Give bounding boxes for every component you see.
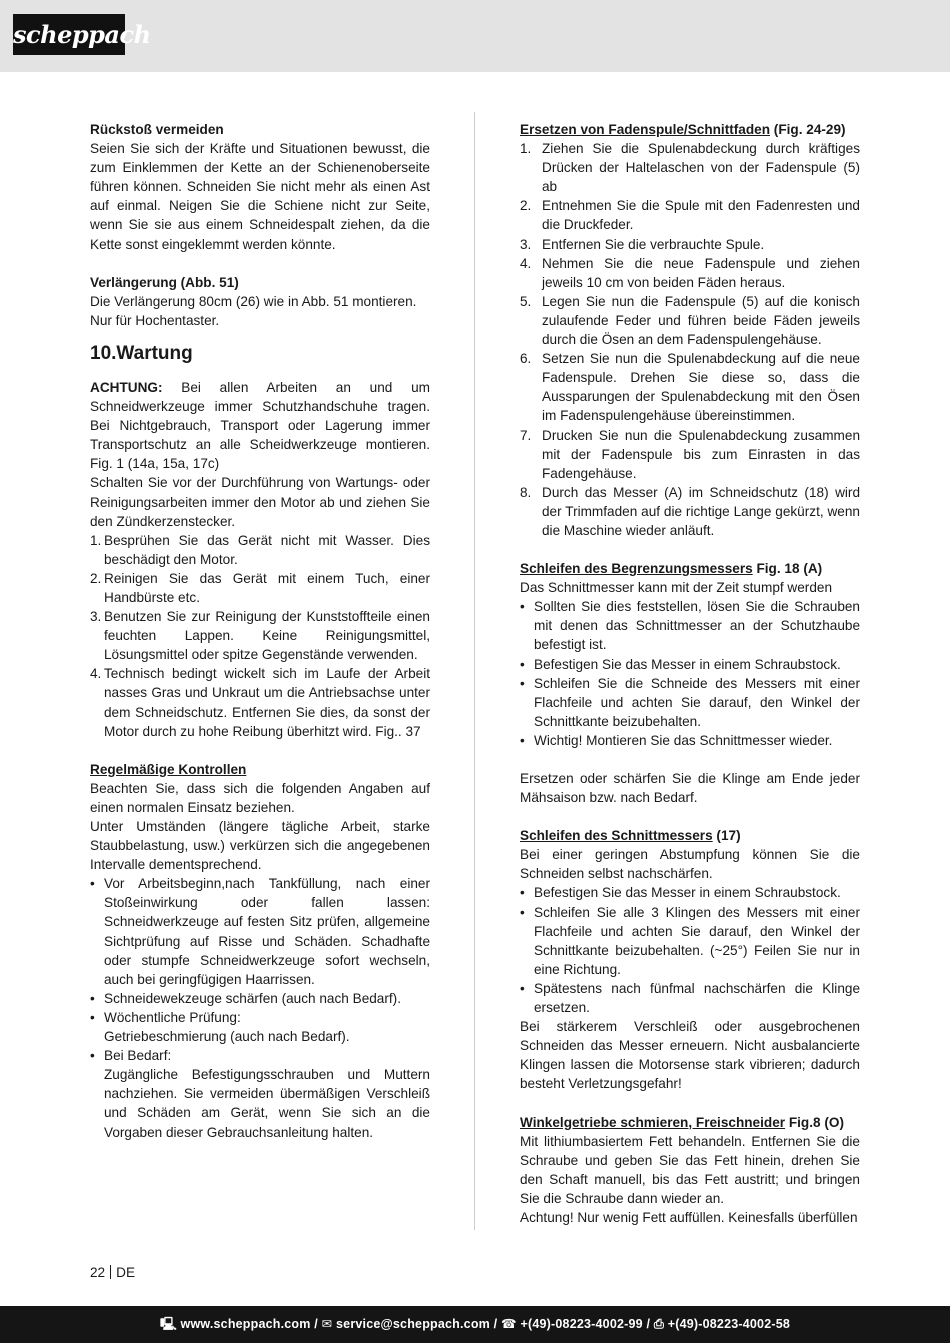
- cleaning-steps-list: [90, 531, 430, 741]
- gear-text: Mit lithiumbasiertem Fett behandeln. Entfernen Sie die Schraube und geben Sie das Fett hinein, drehen Sie den Schaft manuell, bis das Fett austritt; und bringen Sie die Schraube dann wieder an.: [520, 1133, 860, 1206]
- extension-text: Die Verlängerung 80cm (26) wie in Abb. 51 montieren. Nur für Hochentaster.: [90, 293, 417, 328]
- section-title: 10.Wartung: [90, 342, 193, 364]
- list-item: • Vor Arbeitsbeginn,nach Tankfüllung, nach einer Stoßeinwirkung oder fallen lassen: Schneidwerkzeuge auf festen Sitz prüfen, allgemeine Sichtprüfung auf Risse und Schäden. Schadhafte oder stumpfe Schneidwerkzeuge sofort wechseln, auch bei geringfügigen Haarrissen.: [90, 876, 430, 987]
- scheppach-logo: scheppach: [13, 14, 125, 55]
- list-item: 1. Ziehen Sie die Spulenabdeckung durch kräftiges Drücken der Haltelaschen von der Fadenspule (5) ab: [520, 141, 860, 195]
- list-item: • Bei Bedarf: Zugängliche Befestigungsschrauben und Muttern nachziehen. Sie vermeiden übermäßigen Verschleiß und Schäden am Gerät, wenn Sie sich an die Vorgaben dieser Gebrauchsanleitung halten.: [90, 1048, 430, 1140]
- page-footer: 🖳 www.scheppach.com / ✉ service@scheppach.com / ☎ +(49)-08223-4002-99 / ⎙ +(49)-08223-4002-58: [0, 1306, 950, 1343]
- attention-text: Bei allen Arbeiten an und um Schneidwerkzeuge immer Schutzhandschuhe tragen. Bei Nichtgebrauch, Transport oder Lagerung immer Transportschutz an alle Scheidwerkzeuge montieren. Fig. 1 (14a, 15a, 17c): [90, 379, 430, 472]
- limit-knife-list: [520, 597, 860, 750]
- left-column: [90, 120, 430, 1142]
- limit-knife-outro: Ersetzen oder schärfen Sie die Klinge am Ende jeder Mähsaison bzw. nach Bedarf.: [520, 771, 860, 806]
- footer-website[interactable]: www.scheppach.com: [180, 1317, 311, 1331]
- kickback-text: Seien Sie sich der Kräfte und Situationen bewusst, die zum Einklemmen der Kette an der Schienenoberseite führen können. Schneiden Sie nicht mehr als einen Ast auf einmal. Neigen Sie die Schiene nicht zur Seite, wenn Sie sie aus einem Schneidespalt ziehen, da die Kette sonst eingeklemmt werden könnte.: [90, 141, 430, 252]
- list-item: • Befestigen Sie das Messer in einem Schraubstock.: [520, 885, 841, 901]
- blade-heading: Schleifen des Schnittmessers (17): [520, 828, 741, 844]
- checks-list: [90, 874, 430, 1141]
- spool-steps-list: [520, 139, 860, 540]
- gear-warning: Achtung! Nur wenig Fett auffüllen. Keinesfalls überfüllen: [520, 1209, 858, 1225]
- footer-fax: +(49)-08223-4002-58: [667, 1317, 791, 1331]
- checks-title: Regelmäßige Kontrollen: [90, 761, 247, 777]
- column-divider: [474, 112, 475, 1230]
- gear-heading: Winkelgetriebe schmieren, Freischneider Fig.8 (O): [520, 1114, 844, 1130]
- list-item: 8. Durch das Messer (A) im Schneidschutz (18) wird der Trimmfaden auf die richtige Lange gekürzt, wenn die Maschine wieder anläuft.: [520, 484, 860, 538]
- list-item: • Schleifen Sie die Schneide des Messers mit einer Flachfeile und achten Sie darauf, den Winkel der Schnittkante beizubehalten.: [520, 675, 860, 729]
- list-item: • Schneidewekzeuge schärfen (auch nach Bedarf).: [90, 990, 401, 1006]
- list-item: 5. Legen Sie nun die Fadenspule (5) auf die konisch zulaufende Feder und führen beide Fäden jeweils durch die Ösen an dem Fadenspulengehäuse.: [520, 293, 860, 348]
- list-item: • Sollten Sie dies feststellen, lösen Sie die Schrauben mit denen das Schnittmesser an der Schutzhaube befestigt ist.: [520, 599, 860, 653]
- blade-intro: Bei einer geringen Abstumpfung können Sie die Schneiden selbst nachschärfen.: [520, 847, 860, 882]
- checks-intro-2: Unter Umständen (längere tägliche Arbeit, starke Staubbelastung, usw.) verkürzen sich die angegebenen Intervalle dementsprechend.: [90, 819, 430, 873]
- checks-intro: Beachten Sie, dass sich die folgenden Angaben auf einen normalen Einsatz beziehen.: [90, 780, 430, 815]
- kickback-title: Rückstoß vermeiden: [90, 122, 224, 137]
- spool-heading: Ersetzen von Fadenspule/Schnittfaden (Fig. 24-29): [520, 122, 846, 137]
- phone-icon: ☎: [501, 1317, 517, 1331]
- limit-knife-heading: Schleifen des Begrenzungsmessers Fig. 18 (A): [520, 561, 823, 577]
- list-item: 3. Benutzen Sie zur Reinigung der Kunststoffteile einen feuchten Lappen. Keine Reinigungsmittel, Lösungsmittel oder spitze Gegenstände verwenden.: [90, 609, 430, 663]
- blade-list: [520, 883, 860, 1017]
- page-header: [0, 0, 950, 72]
- list-item: 3. Entfernen Sie die verbrauchte Spule.: [520, 236, 765, 252]
- list-item: • Spätestens nach fünfmal nachschärfen die Klinge ersetzen.: [520, 980, 860, 1016]
- list-item: • Schleifen Sie alle 3 Klingen des Messers mit einer Flachfeile und achten Sie darauf, den Winkel der Schnittkante beizubehalten. (~25°) Feilen Sie nur in eine Richtung.: [520, 904, 860, 977]
- list-item: 7. Drucken Sie nun die Spulenabdeckung zusammen mit der Fadenspule bis zum Einrasten in das Fadengehäuse.: [520, 427, 860, 481]
- attention-label: ACHTUNG:: [90, 379, 163, 395]
- limit-knife-intro: Das Schnittmesser kann mit der Zeit stumpf werden: [520, 580, 833, 596]
- before-maintenance-text: Schalten Sie vor der Durchführung von Wartungs- oder Reinigungsarbeiten immer den Motor ab und ziehen Sie den Zündkerzenstecker.: [90, 475, 430, 529]
- list-item: • Wichtig! Montieren Sie das Schnittmesser wieder.: [520, 732, 833, 748]
- blade-outro: Bei stärkerem Verschleiß oder ausgebrochenen Schneiden das Messer erneuern. Nicht ausbalancierte Klingen lassen die Motorsense stark vibrieren; dadurch besteht Verletzungsgefahr!: [520, 1019, 860, 1092]
- page-number: 22 DE: [90, 1265, 136, 1280]
- list-item: • Wöchentliche Prüfung: Getriebeschmierung (auch nach Bedarf).: [90, 1009, 350, 1045]
- list-item: 6. Setzen Sie nun die Spulenabdeckung auf die neue Fadenspule. Drehen Sie diese so, dass die Aussparungen der Spulenabdeckung mit den Ösen im Fadenspulengehäuse übereinstimmen.: [520, 351, 860, 424]
- footer-email[interactable]: service@scheppach.com: [336, 1317, 490, 1331]
- mail-icon: ✉: [321, 1317, 333, 1331]
- list-item: 2. Reinigen Sie das Gerät mit einem Tuch, einer Handbürste etc.: [90, 570, 430, 605]
- list-item: 2. Entnehmen Sie die Spule mit den Fadenresten und die Druckfeder.: [520, 198, 860, 233]
- list-item: 1. Besprühen Sie das Gerät nicht mit Wasser. Dies beschädigt den Motor.: [90, 532, 430, 567]
- fax-icon: ⎙: [653, 1317, 665, 1331]
- footer-phone: +(49)-08223-4002-99: [520, 1317, 643, 1331]
- list-item: 4. Technisch bedingt wickelt sich im Laufe der Arbeit nasses Gras und Unkraut um die Antriebsachse unter dem Schneidschutz. Entfernen Sie dies, da sonst der Motor durch zu hohe Reibung überhitzt wird. Fig.. 37: [90, 666, 430, 739]
- right-column: [520, 120, 860, 1227]
- list-item: • Befestigen Sie das Messer in einem Schraubstock.: [520, 656, 841, 672]
- attention-paragraph: [90, 378, 430, 473]
- computer-icon: 🖳: [159, 1317, 177, 1331]
- extension-title: Verlängerung (Abb. 51): [90, 274, 239, 290]
- list-item: 4. Nehmen Sie die neue Fadenspule und ziehen jeweils 10 cm von beiden Fäden heraus.: [520, 255, 860, 290]
